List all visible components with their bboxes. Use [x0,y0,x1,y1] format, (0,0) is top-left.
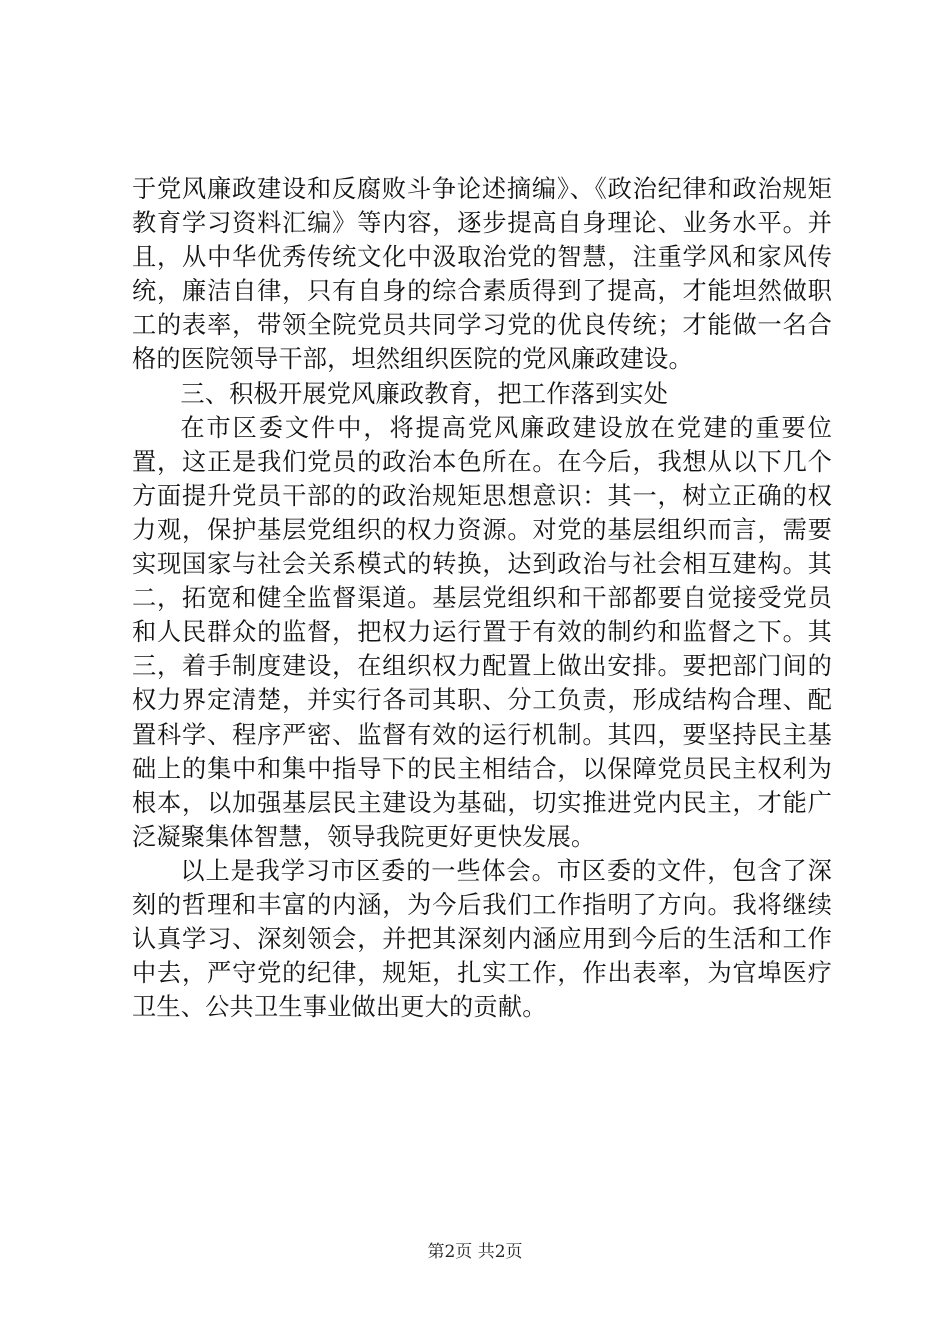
section-heading: 三、积极开展党风廉政教育，把工作落到实处 [180,379,669,408]
document-body [132,172,832,1024]
paragraph-continuation: 于党风廉政建设和反腐败斗争论述摘编》、《政治纪律和政治规矩教育学习资料汇编》等内容，逐步提高自身理论、业务水平。并且，从中华优秀传统文化中汲取治党的智慧，注重学风和家风传统，廉洁自律，只有自身的综合素质得到了提高，才能坦然做职工的表率，带领全院党员共同学习党的优良传统；才能做一名合格的医院领导干部，坦然组织医院的党风廉政建设。 [132,175,832,374]
paragraph-section-three: 在市区委文件中，将提高党风廉政建设放在党建的重要位置，这正是我们党员的政治本色所在。在今后，我想从以下几个方面提升党员干部的的政治规矩思想意识：其一，树立正确的权力观，保护基层党组织的权力资源。对党的基层组织而言，需要实现国家与社会关系模式的转换，达到政治与社会相互建构。其二，拓宽和健全监督渠道。基层党组织和干部都要自觉接受党员和人民群众的监督，把权力运行置于有效的制约和监督之下。其三，着手制度建设，在组织权力配置上做出安排。要把部门间的权力界定清楚，并实行各司其职、分工负责，形成结构合理、配置科学、程序严密、监督有效的运行机制。其四，要坚持民主基础上的集中和集中指导下的民主相结合，以保障党员民主权利为根本，以加强基层民主建设为基础，切实推进党内民主，才能广泛凝聚集体智慧，领导我院更好更快发展。 [132,413,832,851]
paragraph-conclusion: 以上是我学习市区委的一些体会。市区委的文件，包含了深刻的哲理和丰富的内涵，为今后我们工作指明了方向。我将继续认真学习、深刻领会，并把其深刻内涵应用到今后的生活和工作中去，严守党的纪律，规矩，扎实工作，作出表率，为官埠医疗卫生、公共卫生事业做出更大的贡献。 [132,856,832,1022]
page-footer: 第2页 共2页 [427,1242,523,1262]
